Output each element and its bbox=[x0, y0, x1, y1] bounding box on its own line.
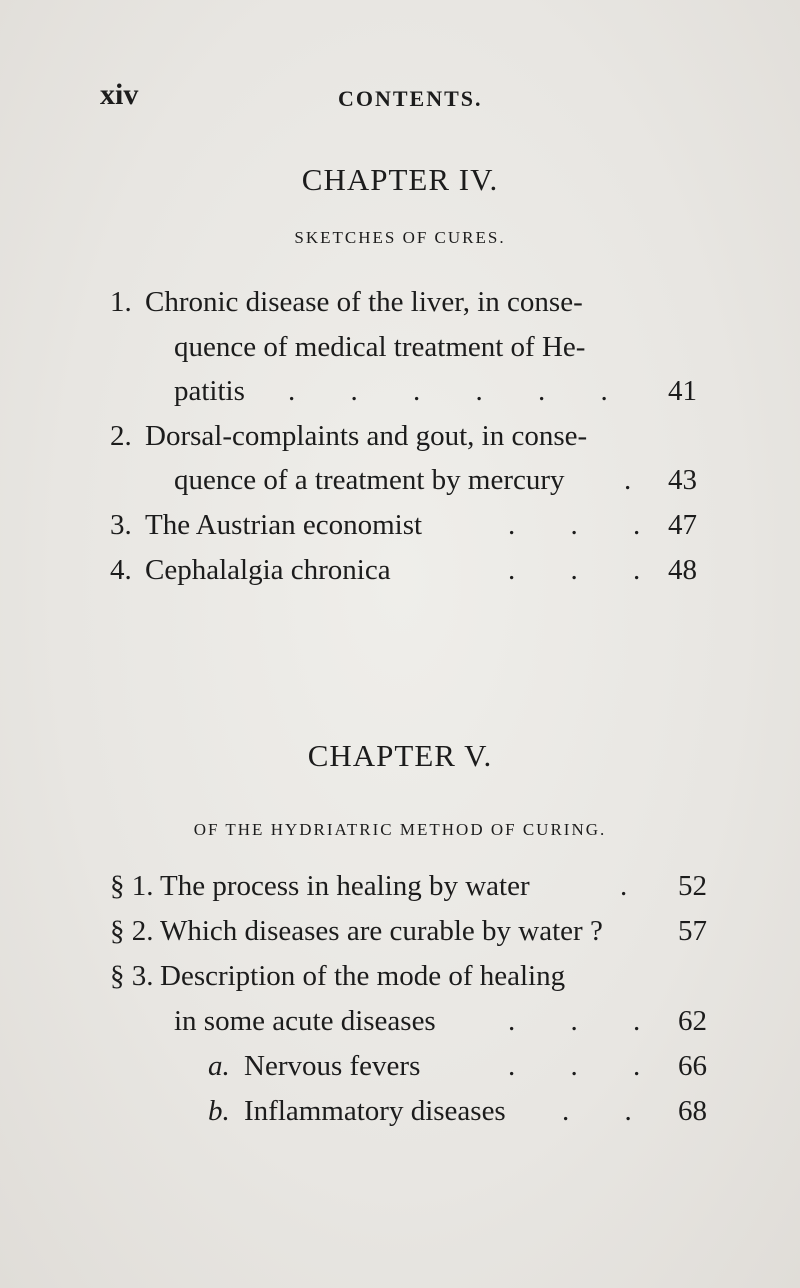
entry-title-line: Dorsal-complaints and gout, in conse- bbox=[145, 420, 588, 452]
leader-dots: . . . bbox=[508, 1005, 665, 1037]
leader-dots: . . . bbox=[508, 554, 665, 586]
toc-entry-line bbox=[110, 1005, 710, 1045]
chapter-5-subtitle: OF THE HYDRIATRIC METHOD OF CURING. bbox=[193, 820, 607, 839]
page-header bbox=[0, 78, 800, 118]
entry-title-line: quence of medical treatment of He- bbox=[174, 331, 586, 363]
subsection-letter: b. bbox=[208, 1095, 230, 1127]
toc-entry-line bbox=[110, 420, 710, 460]
entry-title-line: The Austrian economist bbox=[145, 509, 423, 541]
section-number: § 2. bbox=[110, 915, 154, 947]
entry-title-line: Cephalalgia chronica bbox=[145, 554, 391, 586]
leader-dots: . . bbox=[562, 1095, 656, 1127]
toc-entry-line bbox=[110, 464, 710, 504]
leader-dots: . bbox=[624, 464, 656, 496]
toc-entry-line bbox=[110, 375, 710, 415]
chapter-4-heading: CHAPTER IV. bbox=[301, 162, 499, 197]
page-reference: 43 bbox=[668, 464, 697, 496]
toc-entry-line bbox=[110, 554, 710, 594]
entry-title-line: The process in healing by water bbox=[160, 870, 530, 902]
page-reference: 48 bbox=[668, 554, 697, 586]
toc-entry-line bbox=[110, 1095, 710, 1135]
toc-entry-line bbox=[110, 1050, 710, 1090]
section-number: § 3. bbox=[110, 960, 154, 992]
subsection-letter: a. bbox=[208, 1050, 230, 1082]
page-reference: 66 bbox=[678, 1050, 707, 1082]
running-head: CONTENTS. bbox=[338, 86, 483, 111]
entry-title-line: Inflammatory diseases bbox=[244, 1095, 506, 1127]
chapter-4-subtitle: SKETCHES OF CURES. bbox=[294, 228, 506, 247]
leader-dots: . bbox=[620, 870, 652, 902]
toc-entry-line bbox=[110, 509, 710, 549]
toc-entry-line bbox=[110, 870, 710, 910]
page-reference: 47 bbox=[668, 509, 697, 541]
entry-title-line: in some acute diseases bbox=[174, 1005, 436, 1037]
page-reference: 41 bbox=[668, 375, 697, 407]
page-number: xiv bbox=[100, 78, 139, 111]
entry-title-line: quence of a treatment by mercury bbox=[174, 464, 565, 496]
toc-entry-line bbox=[110, 960, 710, 1000]
toc-entry-line bbox=[110, 915, 710, 955]
toc-entry-line bbox=[110, 331, 710, 371]
entry-number: 2. bbox=[110, 420, 132, 452]
page-reference: 62 bbox=[678, 1005, 707, 1037]
entry-title-line: Nervous fevers bbox=[244, 1050, 421, 1082]
leader-dots: . . . . . . bbox=[288, 375, 632, 407]
entry-number: 3. bbox=[110, 509, 132, 541]
page-reference: 68 bbox=[678, 1095, 707, 1127]
toc-entry-line bbox=[110, 286, 710, 326]
chapter-5-heading: CHAPTER V. bbox=[307, 738, 493, 773]
entry-title-line: Which diseases are curable by water ? bbox=[160, 915, 603, 947]
entry-title-line: patitis bbox=[174, 375, 245, 407]
section-number: § 1. bbox=[110, 870, 154, 902]
entry-title-line: Chronic disease of the liver, in conse- bbox=[145, 286, 583, 318]
entry-title-line: Description of the mode of healing bbox=[160, 960, 566, 992]
entry-number: 1. bbox=[110, 286, 132, 318]
page-reference: 57 bbox=[678, 915, 707, 947]
leader-dots: . . . bbox=[508, 1050, 665, 1082]
leader-dots: . . . bbox=[508, 509, 665, 541]
entry-number: 4. bbox=[110, 554, 132, 586]
page-reference: 52 bbox=[678, 870, 707, 902]
